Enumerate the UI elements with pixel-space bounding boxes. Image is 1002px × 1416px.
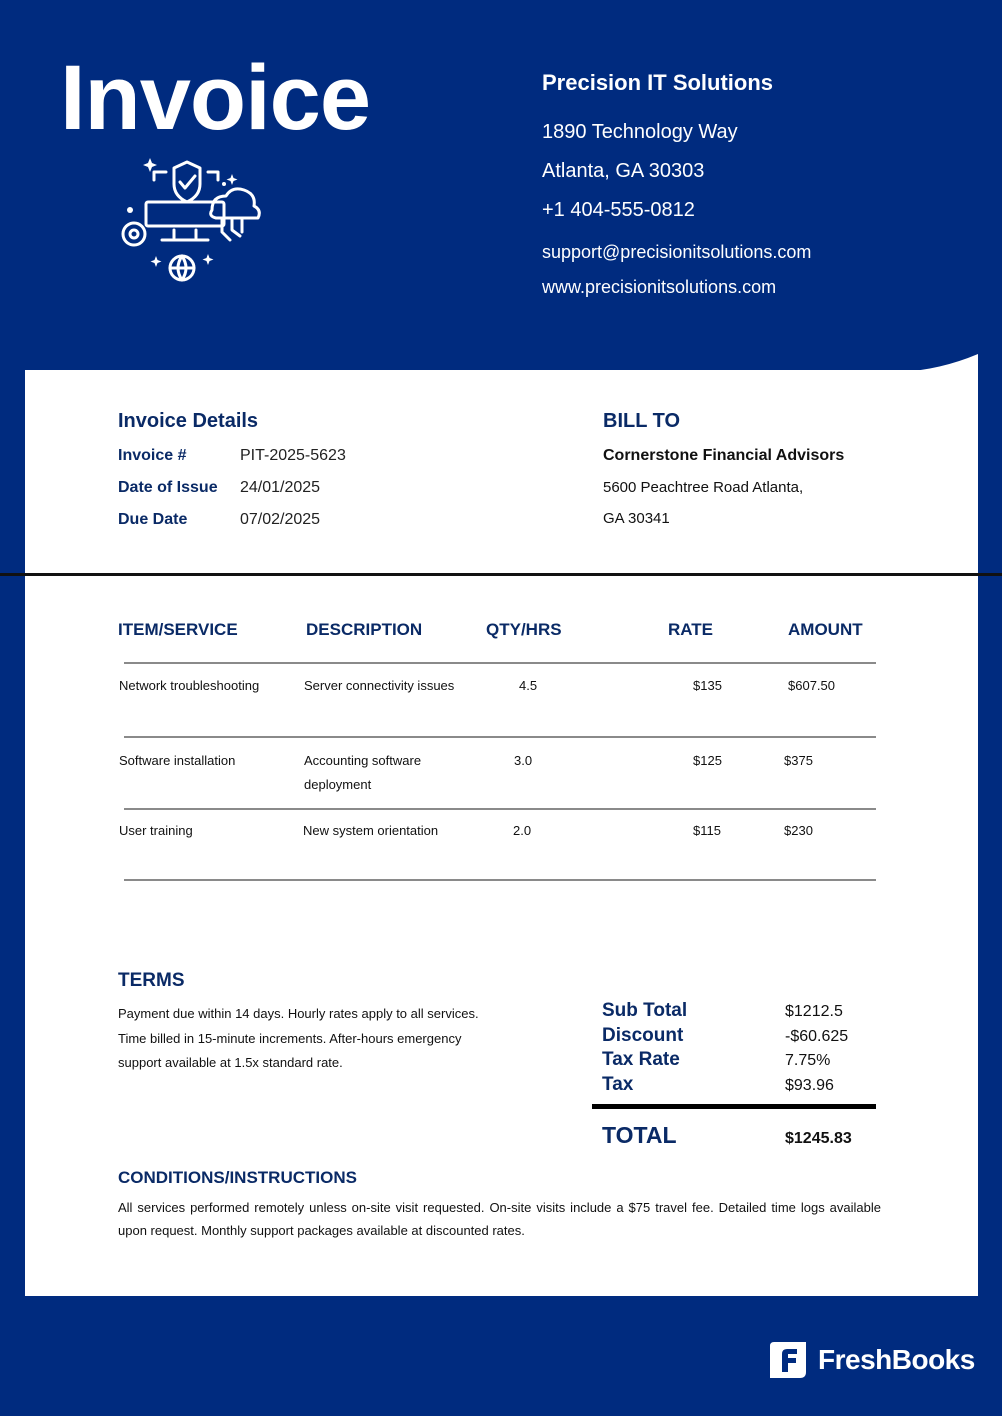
conditions-text: All services performed remotely unless on-site visit requested. On-site visits include a $75 travel fee. Detailed time logs available upon request. Monthly support packages available at discounted rates.	[118, 1200, 881, 1238]
tax-rate-value: 7.75%	[785, 1052, 831, 1069]
due-date-label: Due Date	[118, 511, 188, 528]
total-value: $1245.83	[785, 1130, 852, 1147]
bill-to-address-line2: GA 30341	[603, 510, 670, 527]
invoice-number-row	[118, 447, 346, 465]
invoice-details-heading: Invoice Details	[118, 410, 259, 432]
sheet-corner-curve	[900, 350, 980, 372]
subtotal-row	[590, 1000, 876, 1025]
row-qty: 2.0	[513, 823, 532, 838]
issue-date-row	[118, 479, 346, 497]
row-qty: 3.0	[514, 753, 533, 768]
row-item: User training	[119, 823, 193, 838]
row-amount: $607.50	[788, 678, 835, 693]
bill-to-name: Cornerstone Financial Advisors	[603, 447, 845, 464]
company-address-line2: Atlanta, GA 30303	[542, 160, 705, 182]
header-rate: RATE	[668, 620, 714, 639]
table-line	[124, 879, 876, 881]
totals-rule	[592, 1104, 876, 1109]
row-amount: $375	[784, 753, 813, 768]
invoice-number-value: PIT-2025-5623	[240, 447, 346, 464]
terms-heading: TERMS	[118, 970, 185, 991]
discount-label: Discount	[602, 1024, 684, 1046]
total-label: TOTAL	[602, 1122, 677, 1148]
company-website[interactable]: www.precisionitsolutions.com	[542, 277, 777, 297]
invoice-details	[118, 410, 346, 529]
tax-rate-label: Tax Rate	[602, 1049, 680, 1070]
subtotal-label: Sub Total	[602, 1000, 688, 1021]
table-line	[124, 662, 876, 664]
row-item: Network troubleshooting	[119, 678, 260, 693]
terms-section	[118, 970, 508, 1076]
row-description: Accounting software deployment	[304, 753, 422, 792]
row-rate: $125	[693, 753, 722, 768]
discount-row	[590, 1025, 876, 1050]
tax-row	[590, 1074, 876, 1099]
company-info	[542, 70, 811, 298]
row-item: Software installation	[119, 753, 236, 768]
bill-to-heading: BILL TO	[603, 410, 681, 432]
row-qty: 4.5	[519, 678, 538, 693]
conditions-section	[118, 1168, 881, 1242]
invoice-sheet	[25, 370, 978, 1296]
due-date-value: 07/02/2025	[240, 511, 321, 528]
issue-date-value: 24/01/2025	[240, 479, 321, 496]
terms-text: Payment due within 14 days. Hourly rates apply to all services. Time billed in 15-minute increments. After-hours emergency support available at 1.5x standard rate.	[118, 1006, 479, 1070]
header-amount: AMOUNT	[788, 620, 863, 639]
freshbooks-wordmark: FreshBooks	[818, 1344, 975, 1375]
bill-to	[603, 410, 844, 527]
conditions-heading: CONDITIONS/INSTRUCTIONS	[118, 1168, 357, 1187]
section-divider	[0, 573, 1002, 576]
tax-label: Tax	[602, 1073, 634, 1095]
tax-rate-row	[590, 1049, 876, 1074]
row-amount: $230	[784, 823, 813, 838]
company-email[interactable]: support@precisionitsolutions.com	[542, 242, 812, 262]
issue-date-label: Date of Issue	[118, 479, 218, 496]
table-line	[124, 808, 876, 810]
freshbooks-brand	[766, 1338, 975, 1382]
header-qty: QTY/HRS	[486, 620, 562, 639]
row-description: Server connectivity issues	[304, 678, 455, 693]
company-address-line1: 1890 Technology Way	[542, 121, 738, 143]
due-date-row	[118, 511, 346, 529]
row-rate: $115	[693, 823, 721, 838]
row-rate: $135	[693, 678, 722, 693]
subtotal-value: $1212.5	[785, 1003, 843, 1020]
totals-section	[590, 1000, 876, 1148]
company-name: Precision IT Solutions	[542, 70, 774, 95]
discount-value: -$60.625	[785, 1027, 849, 1045]
company-phone: +1 404-555-0812	[542, 199, 695, 221]
header-description: DESCRIPTION	[306, 620, 423, 639]
bill-to-address-line1: 5600 Peachtree Road Atlanta,	[603, 479, 804, 496]
freshbooks-logo-icon	[766, 1338, 810, 1382]
header-item: ITEM/SERVICE	[118, 620, 238, 639]
it-security-cloud-icon	[112, 150, 262, 290]
table-line	[124, 736, 876, 738]
page-title: Invoice	[60, 47, 371, 149]
row-description: New system orientation	[303, 823, 439, 838]
tax-value: $93.96	[785, 1076, 834, 1094]
invoice-number-label: Invoice #	[118, 447, 187, 464]
